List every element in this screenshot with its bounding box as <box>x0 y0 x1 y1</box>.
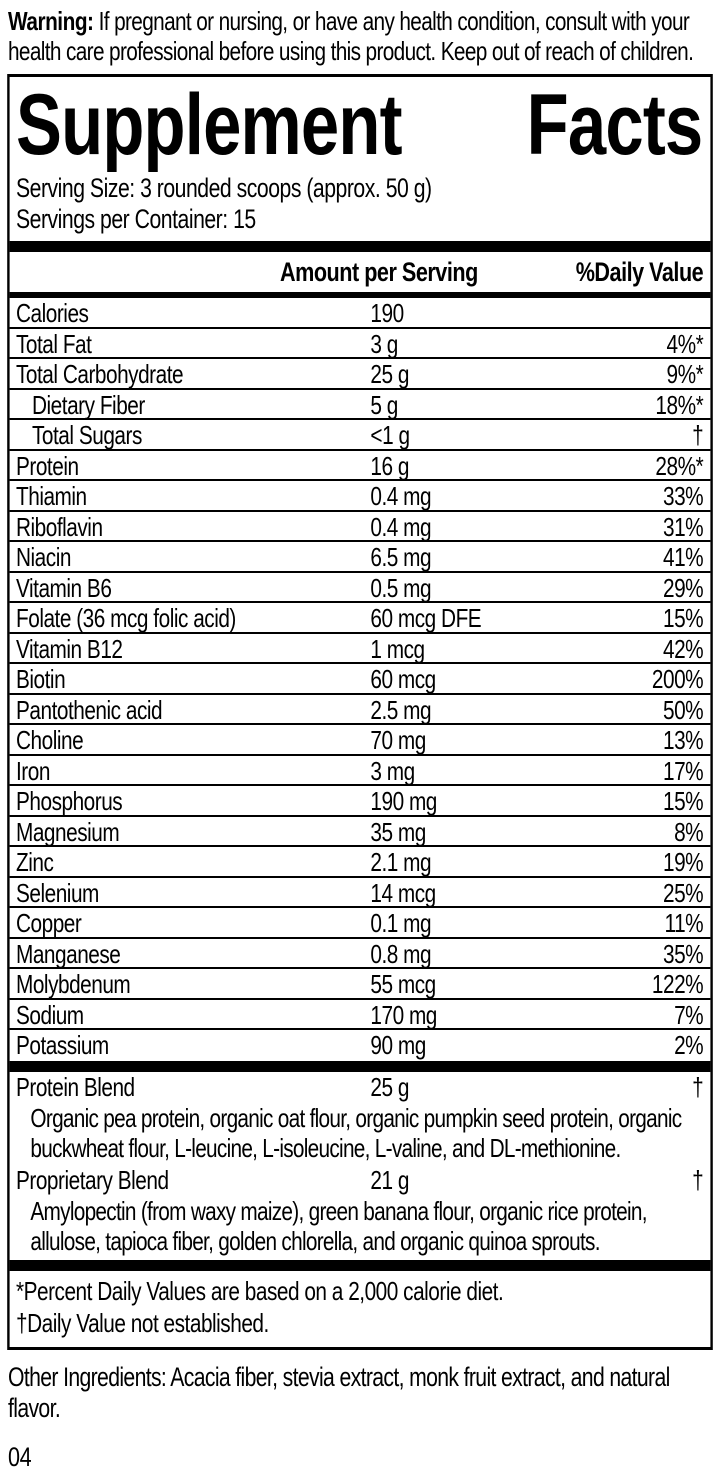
divider-thick-middle <box>10 1061 711 1072</box>
nutrient-name: Dietary Fiber <box>32 389 145 420</box>
serving-size: Serving Size: 3 rounded scoops (approx. 50 g) <box>16 173 432 203</box>
nutrient-amount: 3 g <box>370 328 398 359</box>
nutrient-daily-value: 13% <box>663 725 704 755</box>
nutrient-name: Phosphorus <box>16 786 123 816</box>
nutrient-daily-value: 28%* <box>655 450 704 481</box>
nutrient-name: Total Sugars <box>32 420 142 450</box>
table-row <box>10 603 711 634</box>
nutrient-daily-value: 29% <box>663 572 704 603</box>
blend-row <box>10 1072 711 1103</box>
nutrient-daily-value: 19% <box>663 847 704 877</box>
footnote-percent-dv: *Percent Daily Values are based on a 2,000 calorie diet. <box>16 1275 504 1306</box>
column-header-amount: Amount per Serving <box>280 256 478 287</box>
blend-description: Organic pea protein, organic oat flour, organic pumpkin seed protein, organic buckwheat flour, L-leucine, L-isoleucine, L-valine, and DL-methionine. <box>30 1102 682 1163</box>
nutrient-daily-value: 33% <box>663 481 704 511</box>
blend-item <box>10 1072 711 1165</box>
nutrient-name: Pantothenic acid <box>16 694 163 725</box>
warning-text <box>8 6 712 66</box>
table-header-row <box>10 252 711 292</box>
nutrient-amount: 90 mg <box>370 1030 426 1060</box>
nutrient-name: Biotin <box>16 664 66 694</box>
table-row <box>10 298 711 329</box>
nutrient-name: Niacin <box>16 542 71 572</box>
table-row <box>10 786 711 817</box>
blend-section <box>10 1072 711 1260</box>
table-row <box>10 420 711 451</box>
nutrient-name: Potassium <box>16 1030 109 1060</box>
nutrient-amount: 16 g <box>370 450 409 481</box>
nutrient-name: Vitamin B12 <box>16 633 123 664</box>
nutrient-amount: 0.8 mg <box>370 938 432 969</box>
nutrient-name: Sodium <box>16 999 84 1030</box>
table-row <box>10 817 711 848</box>
nutrient-amount: 0.5 mg <box>370 572 432 603</box>
divider-thick-bottom <box>10 1260 711 1271</box>
table-row <box>10 908 711 939</box>
footnote-dagger: †Daily Value not established. <box>16 1307 269 1338</box>
nutrient-amount: 0.4 mg <box>370 481 432 511</box>
nutrient-daily-value: 41% <box>663 542 704 572</box>
table-row <box>10 1030 711 1061</box>
blend-name: Protein Blend <box>16 1071 135 1102</box>
nutrient-amount: 2.1 mg <box>370 847 432 877</box>
supplement-facts-panel <box>7 74 713 1350</box>
warning-label: Warning: <box>8 6 94 36</box>
nutrient-name: Calories <box>16 298 89 328</box>
table-row <box>10 512 711 543</box>
nutrient-name: Folate (36 mcg folic acid) <box>16 603 236 633</box>
table-row <box>10 573 711 604</box>
nutrient-amount: 190 <box>370 298 404 328</box>
nutrient-amount: 6.5 mg <box>370 542 432 572</box>
table-row <box>10 329 711 360</box>
table-row <box>10 756 711 787</box>
nutrient-amount: 3 mg <box>370 755 415 786</box>
table-row <box>10 390 711 421</box>
table-row <box>10 695 711 726</box>
nutrient-amount: 2.5 mg <box>370 694 432 725</box>
warning-body: If pregnant or nursing, or have any health condition, consult with your health care professional before using this product. Keep out of reach of children. <box>8 6 694 66</box>
nutrient-amount: 190 mg <box>370 786 437 816</box>
nutrient-name: Selenium <box>16 877 99 908</box>
panel-title-word-facts: Facts <box>526 77 703 173</box>
other-ingredients: Other Ingredients: Acacia fiber, stevia extract, monk fruit extract, and natural flavor. <box>8 1361 670 1423</box>
table-row <box>10 847 711 878</box>
nutrient-amount: 1 mcg <box>370 633 425 664</box>
nutrient-daily-value: 7% <box>674 999 704 1030</box>
nutrient-daily-value: 9%* <box>666 359 704 389</box>
page-number: 04 <box>8 1441 32 1472</box>
nutrient-amount: 55 mcg <box>370 969 436 999</box>
nutrient-daily-value: 2% <box>674 1030 704 1060</box>
table-row <box>10 878 711 909</box>
nutrient-amount: 5 g <box>370 389 398 420</box>
nutrient-amount: <1 g <box>370 420 410 450</box>
nutrient-daily-value: 25% <box>663 877 704 908</box>
nutrient-amount: 25 g <box>370 359 409 389</box>
nutrient-name: Zinc <box>16 847 54 877</box>
nutrient-daily-value: 4%* <box>666 328 704 359</box>
blend-amount: 21 g <box>370 1164 409 1195</box>
serving-info <box>10 165 711 241</box>
nutrient-amount: 14 mcg <box>370 877 436 908</box>
nutrient-daily-value: † <box>692 420 704 450</box>
nutrient-name: Magnesium <box>16 816 120 847</box>
nutrient-amount: 35 mg <box>370 816 426 847</box>
nutrient-daily-value: 31% <box>663 511 704 542</box>
nutrient-name: Manganese <box>16 938 121 969</box>
nutrient-name: Total Fat <box>16 328 92 359</box>
table-row <box>10 542 711 573</box>
table-row <box>10 664 711 695</box>
nutrient-amount: 170 mg <box>370 999 437 1030</box>
table-row <box>10 969 711 1000</box>
nutrient-amount: 70 mg <box>370 725 426 755</box>
table-row <box>10 451 711 482</box>
nutrient-name: Thiamin <box>16 481 87 511</box>
nutrient-name: Total Carbohydrate <box>16 359 184 389</box>
nutrient-table <box>10 298 711 1061</box>
nutrient-name: Riboflavin <box>16 511 103 542</box>
table-row <box>10 359 711 390</box>
footnotes <box>10 1271 711 1347</box>
nutrient-name: Vitamin B6 <box>16 572 112 603</box>
table-row <box>10 939 711 970</box>
servings-per-container: Servings per Container: 15 <box>16 204 256 234</box>
nutrient-amount: 0.1 mg <box>370 908 432 938</box>
blend-row <box>10 1165 711 1196</box>
nutrient-daily-value: 42% <box>663 633 704 664</box>
nutrient-daily-value: 200% <box>651 664 704 694</box>
blend-daily-value: † <box>692 1164 704 1195</box>
column-header-daily-value: %Daily Value <box>575 256 704 287</box>
table-row <box>10 1000 711 1031</box>
nutrient-name: Copper <box>16 908 82 938</box>
nutrient-daily-value: 35% <box>663 938 704 969</box>
table-row <box>10 481 711 512</box>
panel-title-word-supplement: Supplement <box>16 77 402 173</box>
nutrient-daily-value: 122% <box>651 969 704 999</box>
nutrient-daily-value: 18%* <box>655 389 704 420</box>
nutrient-name: Choline <box>16 725 84 755</box>
nutrient-daily-value: 11% <box>664 908 704 938</box>
divider-thick-top <box>10 241 711 252</box>
panel-title <box>10 77 711 173</box>
nutrient-amount: 0.4 mg <box>370 511 432 542</box>
nutrient-daily-value: 50% <box>663 694 704 725</box>
blend-amount: 25 g <box>370 1071 409 1102</box>
nutrient-name: Molybdenum <box>16 969 131 999</box>
blend-daily-value: † <box>692 1071 704 1102</box>
nutrient-amount: 60 mcg DFE <box>370 603 482 633</box>
nutrient-name: Protein <box>16 450 79 481</box>
table-row <box>10 725 711 756</box>
nutrient-daily-value: 15% <box>663 603 704 633</box>
nutrient-name: Iron <box>16 755 50 786</box>
nutrient-daily-value: 15% <box>663 786 704 816</box>
label-page <box>0 6 720 1473</box>
nutrient-daily-value: 8% <box>674 816 704 847</box>
nutrient-amount: 60 mcg <box>370 664 436 694</box>
blend-item <box>10 1165 711 1258</box>
nutrient-daily-value: 17% <box>663 755 704 786</box>
blend-name: Proprietary Blend <box>16 1164 169 1195</box>
table-row <box>10 634 711 665</box>
blend-description: Amylopectin (from waxy maize), green banana flour, organic rice protein, allulose, tapioca fiber, golden chlorella, and organic quinoa sprouts. <box>30 1195 647 1256</box>
